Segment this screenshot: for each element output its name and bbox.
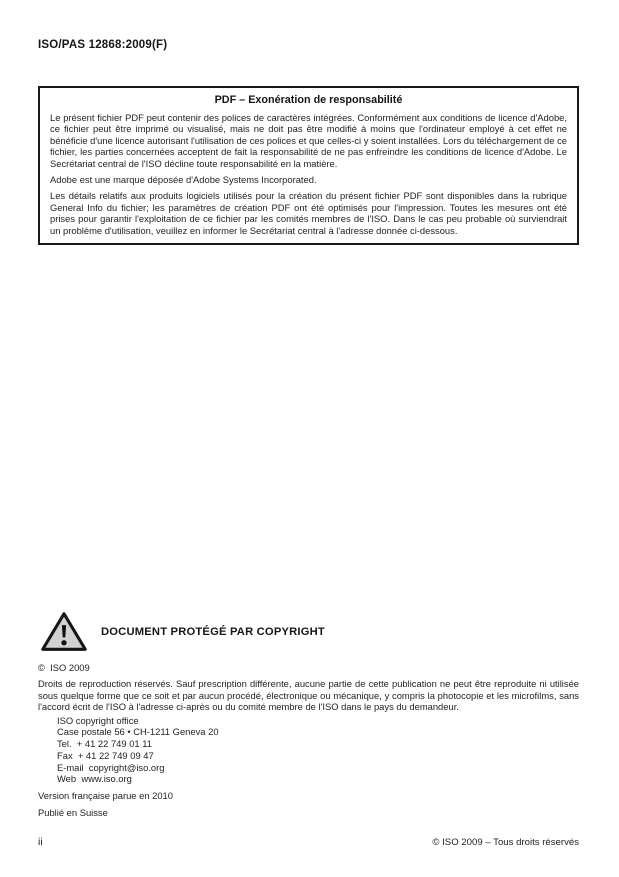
copyright-notice: Droits de reproduction réservés. Sauf prescription différente, aucune partie de cette publication ne peut être reproduite ni utilisée sous quelque forme que ce soit et par aucun procédé, électronique ou mécanique, y compris la photocopie et les microfilms, sans l'accord écrit de l'ISO à l'adresse ci-après ou du comité membre de l'ISO dans le pays du demandeur. <box>38 678 579 712</box>
address-postal-line: Case postale 56 • CH-1211 Geneva 20 <box>57 726 219 738</box>
pdf-disclaimer-box <box>38 86 579 245</box>
disclaimer-paragraph-2: Adobe est une marque déposée d'Adobe Systems Incorporated. <box>50 174 317 186</box>
copyright-section <box>38 611 579 819</box>
version-note: Version française parue en 2010 <box>38 790 173 802</box>
page-footer <box>38 836 579 848</box>
warning-triangle-icon <box>40 611 88 652</box>
disclaimer-paragraph-1: Le présent fichier PDF peut contenir des polices de caractères intégrées. Conformément aux conditions de licence d'Adobe, ce fichier peut être imprimé ou visualisé, mais ne doit pas être modifié à moins que l'ordinateur employé à cet effet ne bénéficie d'une licence autorisant l'utilisation de ces polices et que celles-ci y soient installées. Lors du téléchargement de ce fichier, les parties concernées acceptent de fait la responsabilité de ne pas enfreindre les conditions de licence d'Adobe. Le Secrétariat central de l'ISO décline toute responsabilité en la matière. <box>50 112 567 169</box>
copyright-protected-title: DOCUMENT PROTÉGÉ PAR COPYRIGHT <box>101 625 325 638</box>
address-office-line: ISO copyright office <box>57 714 139 726</box>
address-email-line: E-mail copyright@iso.org <box>57 761 165 773</box>
footer-copyright: © ISO 2009 – Tous droits réservés <box>432 837 579 848</box>
copyright-header <box>40 611 579 652</box>
disclaimer-title: PDF – Exonération de responsabilité <box>214 94 403 106</box>
address-web-line: Web www.iso.org <box>57 773 132 785</box>
address-fax-line: Fax + 41 22 749 09 47 <box>57 749 154 761</box>
document-reference: ISO/PAS 12868:2009(F) <box>38 39 168 51</box>
disclaimer-paragraph-3: Les détails relatifs aux produits logiciels utilisés pour la création du présent fichier PDF sont disponibles dans la rubrique General Info du fichier; les paramètres de création PDF ont été optimisés pour l'impression. Toutes les mesures ont été prises pour garantir l'exploitation de ce fichier par les comités membres de l'ISO. Dans le cas peu probable où surviendrait un problème d'utilisation, veuillez en informer le Secrétariat central à l'adresse donnée ci-dessous. <box>50 190 567 236</box>
iso-address-block <box>57 715 579 786</box>
page-number: ii <box>38 836 43 848</box>
copyright-year-line: © ISO 2009 <box>38 662 90 673</box>
published-note: Publié en Suisse <box>38 807 108 819</box>
address-tel-line: Tel. + 41 22 749 01 11 <box>57 738 152 750</box>
